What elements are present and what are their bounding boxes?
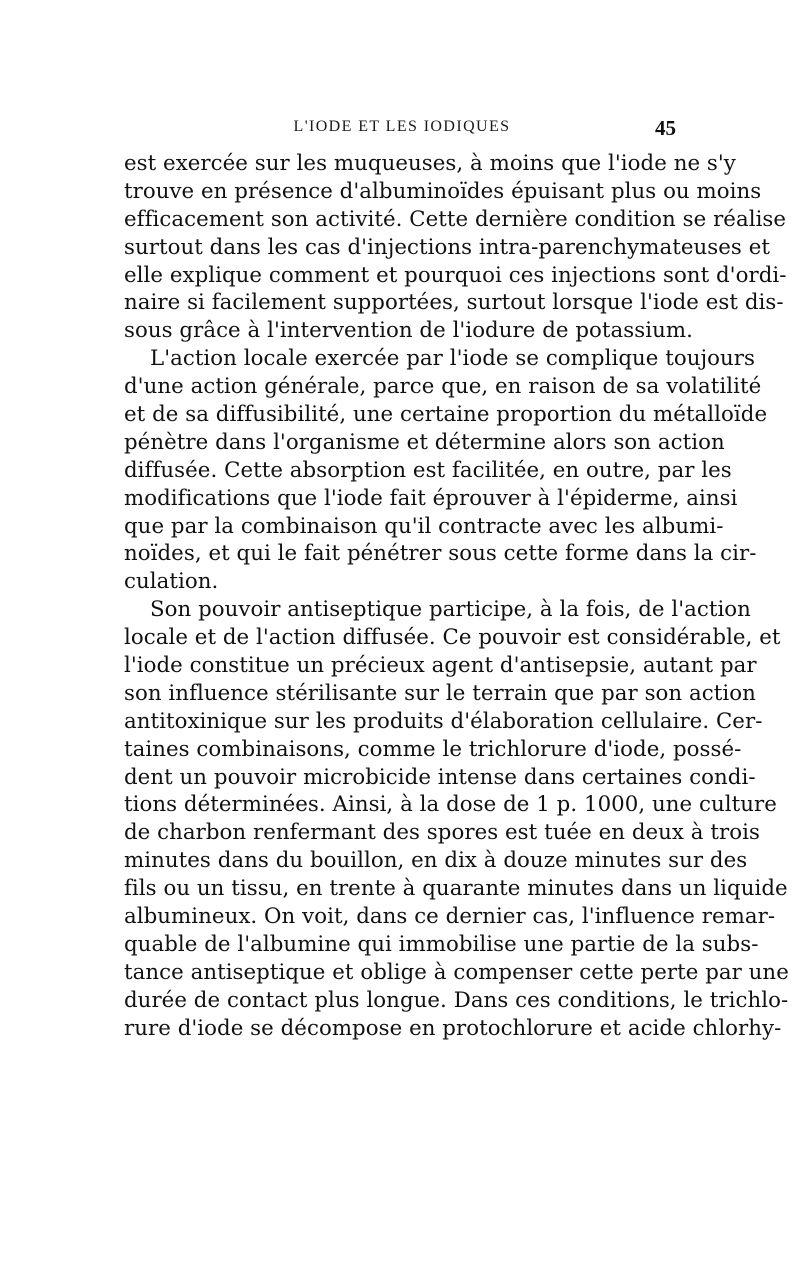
text-line: que par la combinaison qu'il contracte avec les albumi-: [124, 513, 724, 539]
text-line: rure d'iode se décompose en protochlorure et acide chlorhy-: [124, 1015, 782, 1041]
text-line: antitoxinique sur les produits d'élaboration cellulaire. Cer-: [124, 708, 763, 734]
running-title: L'IODE ET LES IODIQUES: [293, 118, 511, 135]
page-header: [122, 116, 682, 142]
text-line: naire si facilement supportées, surtout lorsque l'iode est dis-: [124, 290, 784, 316]
text-line: albumineux. On voit, dans ce dernier cas, l'influence remar-: [124, 904, 776, 930]
text-line: est exercée sur les muqueuses, à moins que l'iode ne s'y: [124, 151, 736, 176]
text-line: dent un pouvoir microbicide intense dans certaines condi-: [124, 764, 756, 790]
text-line: L'action locale exercée par l'iode se complique toujours: [150, 346, 755, 372]
paragraph-1: [124, 150, 787, 345]
text-line: elle explique comment et pourquoi ces injections sont d'ordi-: [124, 262, 787, 288]
text-line: sous grâce à l'intervention de l'iodure de potassium.: [124, 318, 693, 344]
paragraph-2: [124, 345, 768, 596]
text-line: fils ou un tissu, en trente à quarante minutes dans un liquide: [124, 876, 788, 902]
text-line: modifications que l'iode fait éprouver à l'épiderme, ainsi: [124, 485, 738, 511]
text-line: culation.: [124, 569, 219, 595]
text-line: tance antiseptique et oblige à compenser cette perte par une: [124, 959, 789, 985]
text-line: et de sa diffusibilité, une certaine proportion du métalloïde: [124, 402, 768, 428]
text-line: d'une action générale, parce que, en raison de sa volatilité: [124, 374, 762, 400]
text-line: noïdes, et qui le fait pénétrer sous cette forme dans la cir-: [124, 541, 757, 567]
text-line: quable de l'albumine qui immobilise une partie de la subs-: [124, 931, 759, 957]
text-line: diffusée. Cette absorption est facilitée, en outre, par les: [124, 457, 732, 483]
paragraph-3: [124, 596, 789, 1042]
text-line: minutes dans du bouillon, en dix à douze minutes sur des: [124, 848, 748, 874]
text-line: durée de contact plus longue. Dans ces conditions, le trichlo-: [124, 987, 789, 1013]
text-line: de charbon renfermant des spores est tuée en deux à trois: [124, 820, 760, 846]
text-line: Son pouvoir antiseptique participe, à la fois, de l'action: [150, 597, 751, 623]
text-line: trouve en présence d'albuminoïdes épuisant plus ou moins: [124, 178, 762, 204]
text-line: taines combinaisons, comme le trichlorure d'iode, possé-: [124, 736, 742, 762]
body-text: [124, 150, 789, 1043]
page-number: 45: [655, 116, 676, 140]
text-line: son influence stérilisante sur le terrain que par son action: [124, 680, 756, 706]
text-line: efficacement son activité. Cette dernière condition se réalise: [124, 206, 787, 232]
text-line: tions déterminées. Ainsi, à la dose de 1 p. 1000, une culture: [124, 792, 777, 818]
text-line: locale et de l'action diffusée. Ce pouvoir est considérable, et: [124, 625, 781, 651]
text-line: surtout dans les cas d'injections intra-parenchymateuses et: [124, 234, 770, 260]
text-line: l'iode constitue un précieux agent d'antisepsie, autant par: [124, 653, 757, 679]
text-line: pénètre dans l'organisme et détermine alors son action: [124, 429, 725, 455]
